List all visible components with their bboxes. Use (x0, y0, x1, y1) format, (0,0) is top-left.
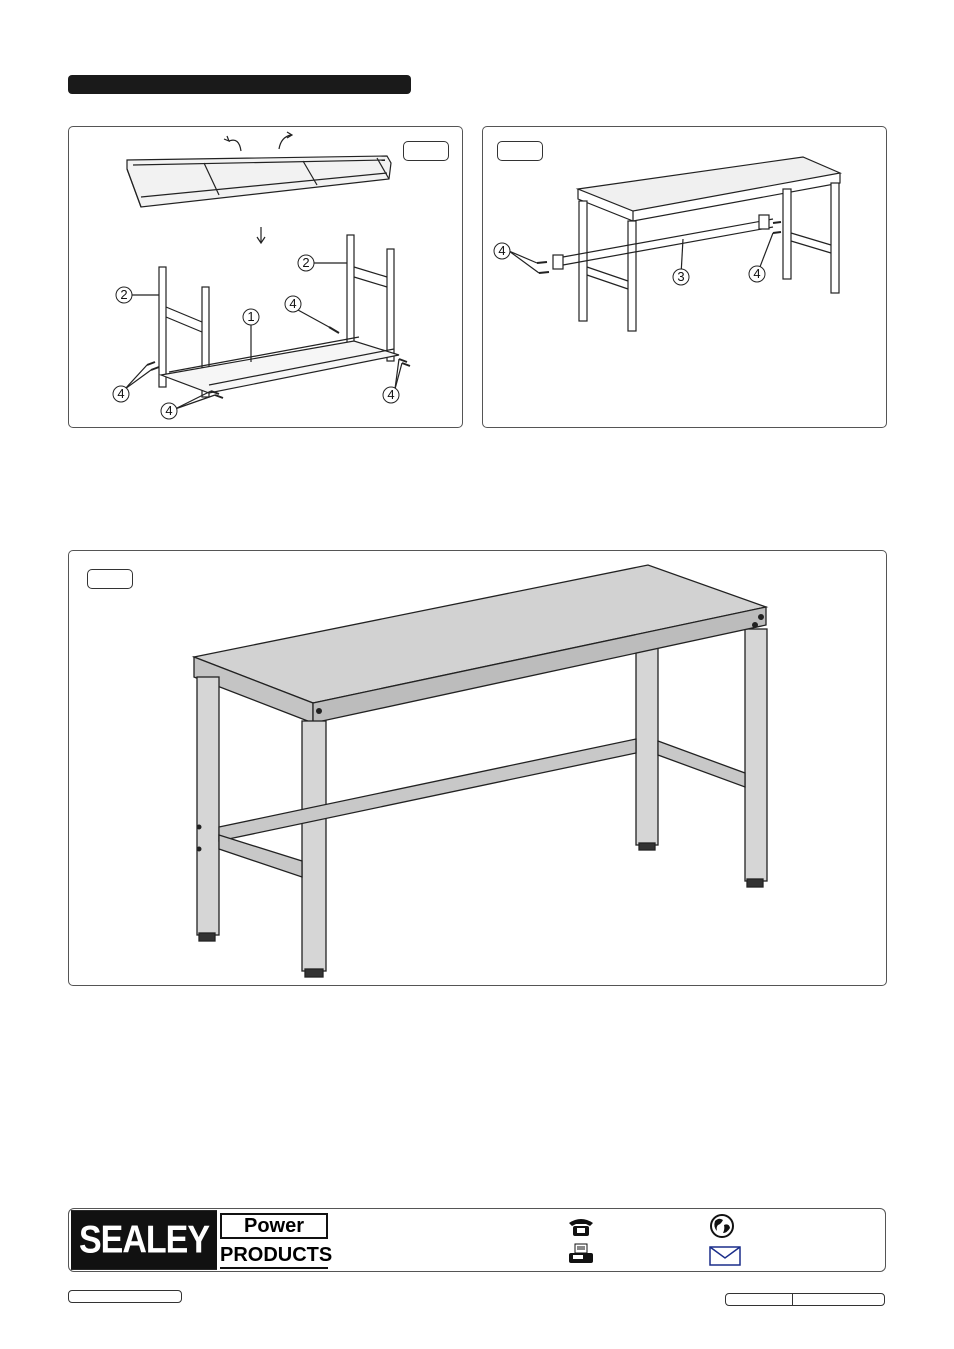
figure-3-panel (68, 550, 887, 986)
callout-4-right: 4 (753, 266, 761, 281)
figure-1-panel (68, 126, 463, 428)
frame-assembly-diagram (69, 127, 462, 427)
callout-4-c: 4 (165, 403, 173, 418)
footer-brand-box (68, 1208, 886, 1272)
callout-4-b: 4 (117, 386, 125, 401)
phone-icon (566, 1215, 596, 1237)
callout-3: 3 (677, 269, 685, 284)
assembled-bench-illustration (69, 551, 886, 985)
power-wordmark: Power (220, 1213, 328, 1239)
callout-4-left: 4 (498, 243, 506, 258)
callout-4-d: 4 (387, 387, 395, 402)
power-products-logo (220, 1213, 333, 1267)
email-icon (709, 1246, 741, 1266)
figure-2-panel (482, 126, 887, 428)
fax-icon (566, 1243, 596, 1265)
model-number-text (726, 1294, 793, 1305)
issue-number-text (793, 1294, 884, 1305)
sealey-logo-text: SEALEY (78, 1218, 210, 1262)
section-heading-bar (68, 75, 411, 94)
bench-crossbar-diagram (483, 127, 886, 427)
sealey-logo (71, 1210, 217, 1270)
callout-2-left: 2 (120, 287, 128, 302)
original-language-pill (68, 1290, 182, 1303)
callout-2-right: 2 (302, 255, 310, 270)
callout-4-a: 4 (289, 296, 297, 311)
callout-1: 1 (247, 309, 255, 324)
products-wordmark: PRODUCTS (220, 1243, 328, 1269)
model-issue-pill (725, 1293, 885, 1306)
web-globe-icon (709, 1213, 735, 1239)
